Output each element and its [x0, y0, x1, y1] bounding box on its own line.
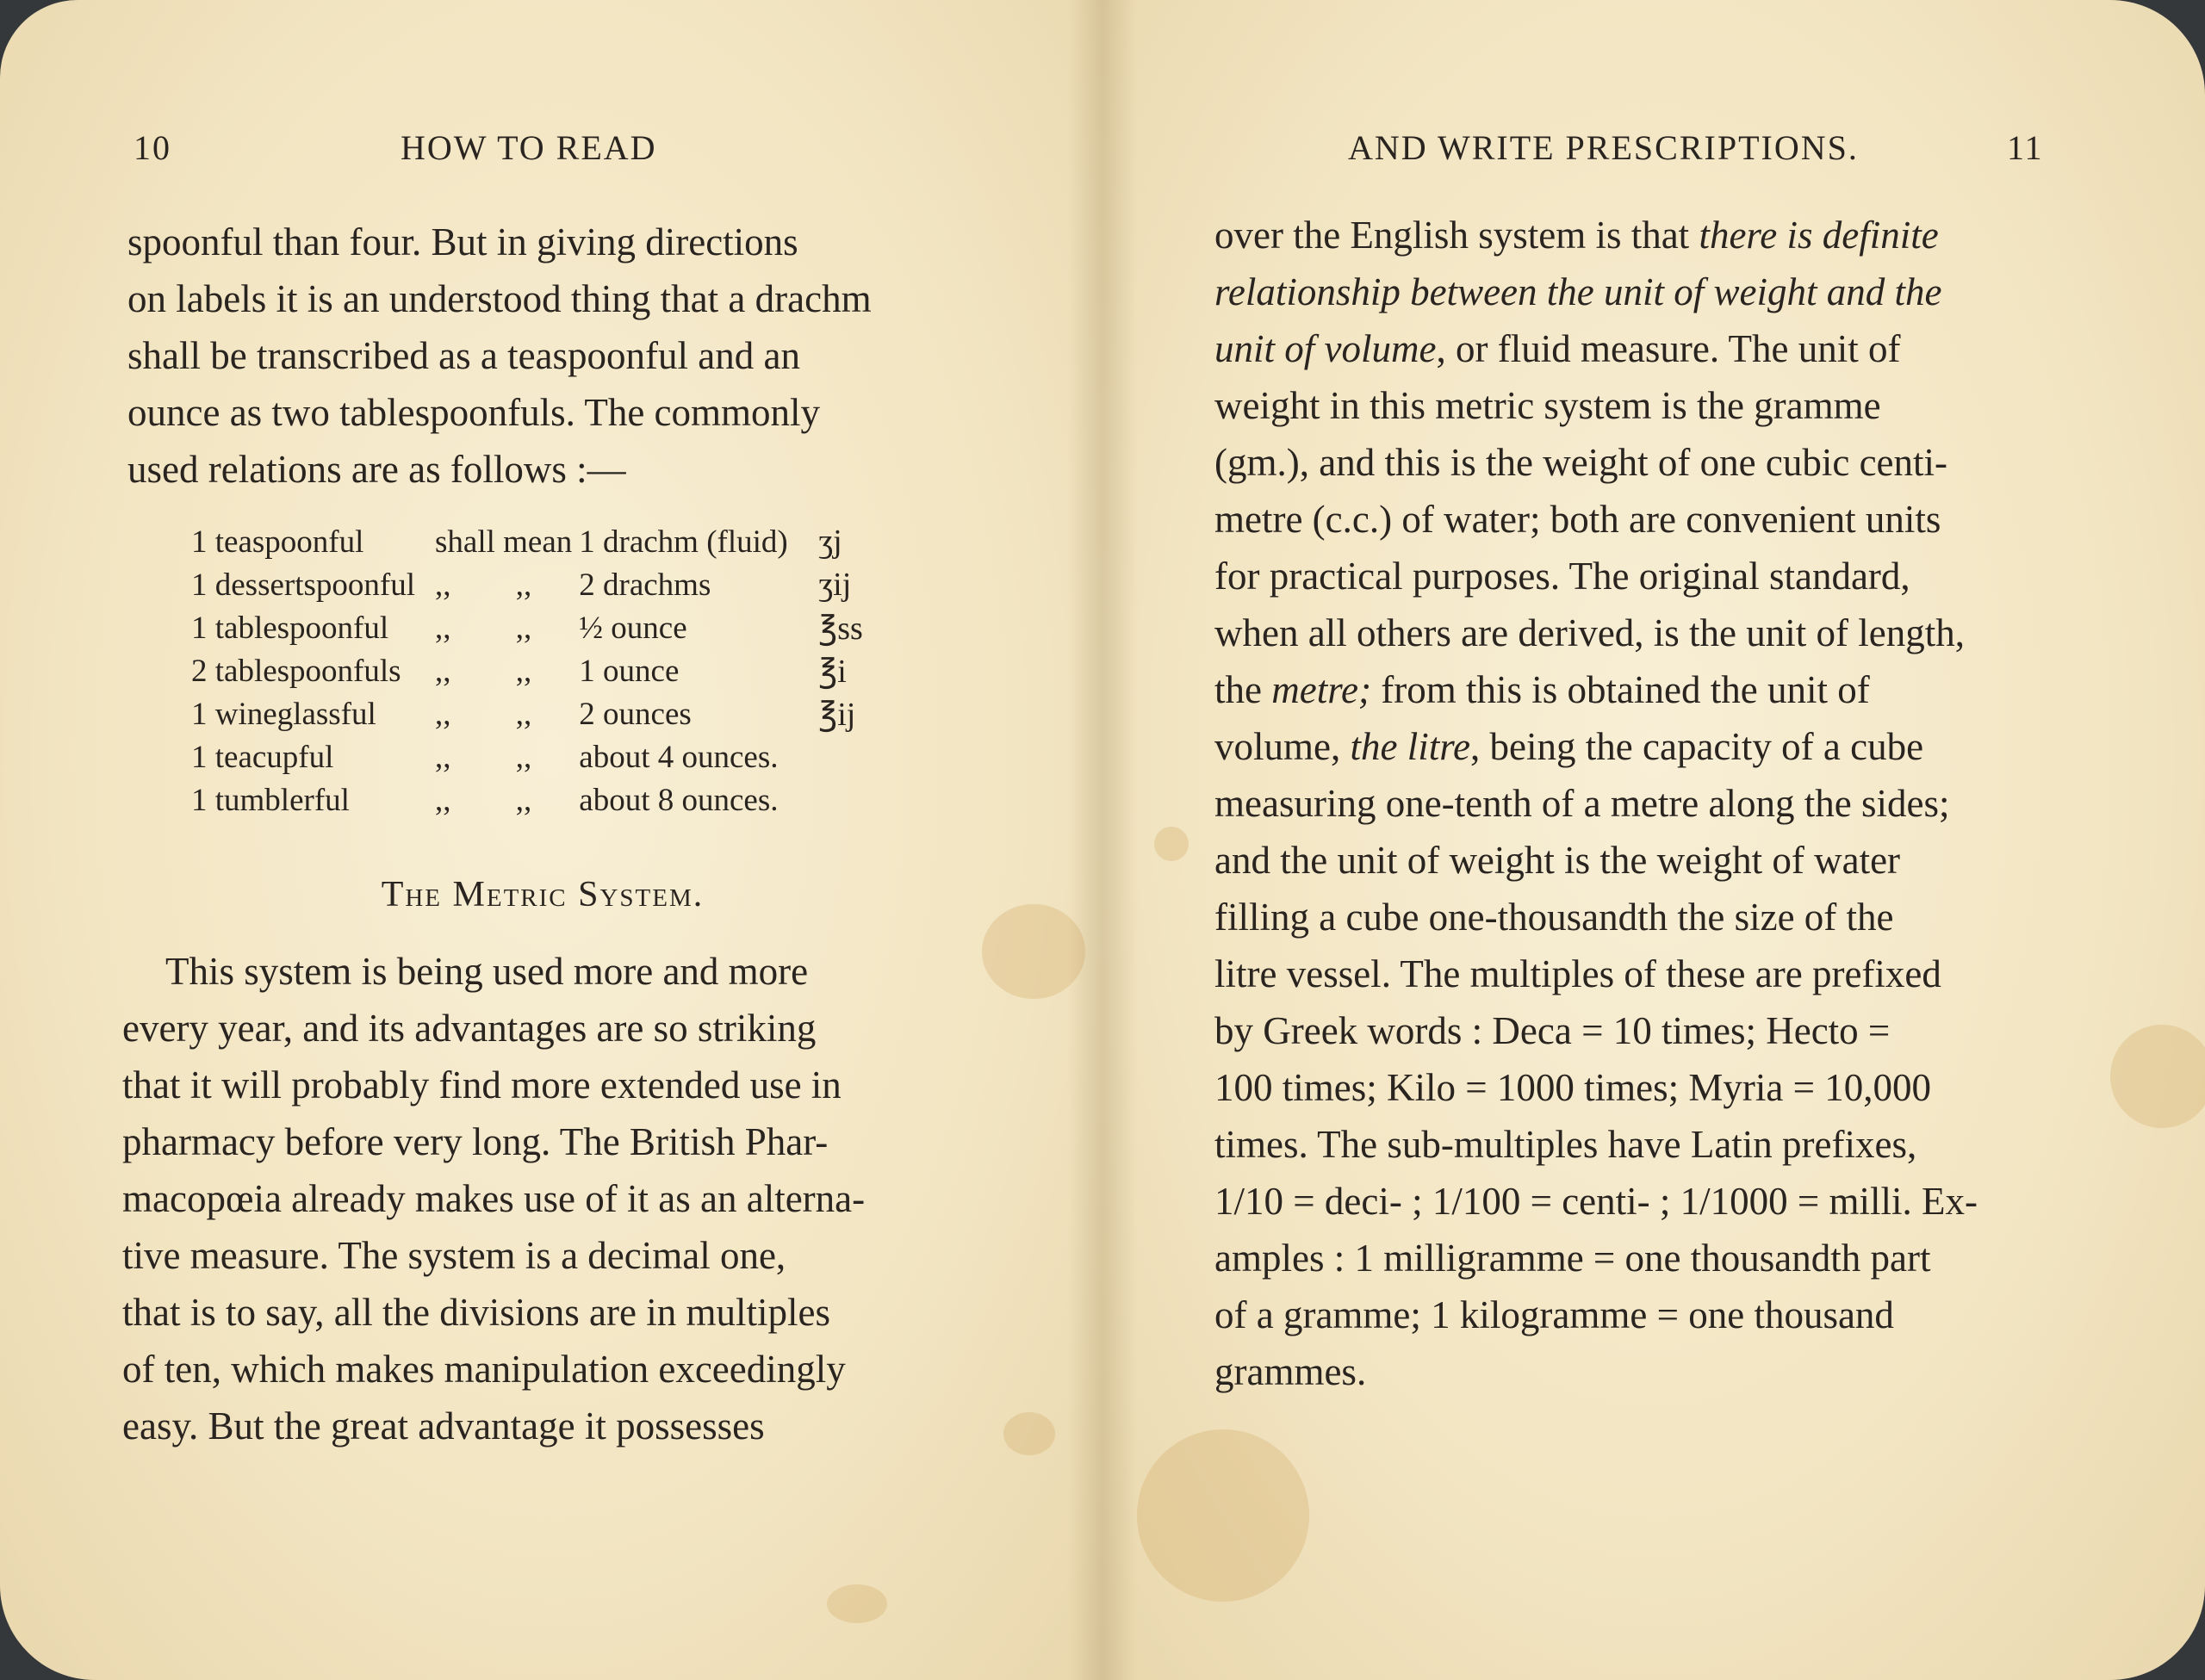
ditto-cell: ,,	[435, 567, 451, 603]
section-title: The Metric System.	[381, 875, 705, 914]
ditto-cell: ,,	[515, 696, 532, 732]
ditto-cell: shall mean	[435, 524, 573, 560]
text-line: pharmacy before very long. The British Phar-	[122, 1120, 829, 1163]
ditto-cell: ,,	[515, 653, 532, 689]
table-row	[191, 649, 870, 692]
text-line: of ten, which makes manipulation exceedingly	[122, 1348, 846, 1391]
emphasis-run: unit of volume	[1214, 327, 1437, 370]
text-line: metre (c.c.) of water; both are convenient units	[1214, 498, 1941, 541]
ditto-cell: ,,	[435, 739, 451, 775]
text-line	[1214, 661, 2076, 718]
text-line: measuring one-tenth of a metre along the sides;	[1214, 782, 1950, 825]
text-line: easy. But the great advantage it possesses	[122, 1404, 765, 1448]
value-cell: ½ ounce	[579, 610, 687, 646]
measure-cell: 1 tumblerful	[191, 782, 350, 818]
text-line	[1214, 718, 2076, 775]
value-cell: 1 ounce	[579, 653, 680, 689]
right-page	[1102, 0, 2205, 1680]
measure-cell: 1 wineglassful	[191, 696, 376, 732]
metric-paragraph	[122, 943, 966, 1454]
apothecary-symbol: ℥ss	[818, 610, 863, 647]
apothecary-symbol: ʒij	[818, 567, 852, 603]
table-row	[191, 606, 870, 649]
text-run: the	[1214, 668, 1272, 711]
table-row	[191, 563, 870, 606]
page-number: 11	[2007, 128, 2044, 167]
value-cell: 1 drachm (fluid)	[579, 524, 788, 560]
ditto-cell: ,,	[515, 739, 532, 775]
table-row	[191, 778, 870, 821]
emphasis-run: there is definite	[1699, 214, 1939, 257]
table-row	[191, 520, 870, 563]
text-line: ounce as two tablespoonfuls. The commonly	[127, 391, 821, 434]
paper-stain	[2110, 1025, 2205, 1128]
text-line: of a gramme; 1 kilogramme = one thousand	[1214, 1293, 1894, 1336]
running-head: HOW TO READ	[401, 128, 657, 167]
text-line: This system is being used more and more	[165, 950, 809, 993]
book-gutter	[1068, 0, 1137, 1680]
value-cell: 2 ounces	[579, 696, 692, 732]
text-line: amples : 1 milligramme = one thousandth part	[1214, 1237, 1931, 1280]
measure-cell: 1 tablespoonful	[191, 610, 389, 646]
paper-stain	[1003, 1412, 1055, 1455]
text-line: and the unit of weight is the weight of water	[1214, 839, 1901, 882]
ditto-cell: ,,	[515, 567, 532, 603]
value-cell: about 8 ounces.	[579, 782, 779, 818]
value-cell: about 4 ounces.	[579, 739, 779, 775]
paper-stain	[827, 1584, 887, 1623]
text-line: litre vessel. The multiples of these are prefixed	[1214, 952, 1941, 995]
page-number: 10	[134, 128, 171, 167]
paper-stain	[1154, 827, 1189, 861]
apothecary-symbol: ʒj	[818, 524, 842, 560]
text-line: every year, and its advantages are so striking	[122, 1007, 817, 1050]
text-run: from this is obtained the unit of	[1371, 668, 1870, 711]
text-line: macopœia already makes use of it as an alterna-	[122, 1177, 866, 1220]
text-line: on labels it is an understood thing that a drachm	[127, 277, 872, 320]
running-head: AND WRITE PRESCRIPTIONS.	[1348, 128, 1859, 167]
left-page	[0, 0, 1102, 1680]
apothecary-symbol: ℥i	[818, 653, 847, 690]
text-line: times. The sub-multiples have Latin prefixes,	[1214, 1123, 1917, 1166]
measure-cell: 1 dessertspoonful	[191, 567, 415, 603]
ditto-cell: ,,	[435, 782, 451, 818]
text-run: , being the capacity of a cube	[1470, 725, 1924, 768]
text-run: over the English system is that	[1214, 214, 1699, 257]
text-line: that is to say, all the divisions are in multiples	[122, 1291, 830, 1334]
table-row	[191, 692, 870, 735]
ditto-cell: ,,	[435, 653, 451, 689]
text-line	[1214, 263, 2076, 320]
ditto-cell: ,,	[435, 610, 451, 646]
text-line: 1/10 = deci- ; 1/100 = centi- ; 1/1000 = milli. Ex-	[1214, 1180, 1978, 1223]
text-line: tive measure. The system is a decimal one,	[122, 1234, 786, 1277]
measure-cell: 1 teacupful	[191, 739, 334, 775]
ditto-cell: ,,	[435, 696, 451, 732]
emphasis-run: metre;	[1271, 668, 1372, 711]
text-run: , or fluid measure. The unit of	[1436, 327, 1901, 370]
value-cell: 2 drachms	[579, 567, 711, 603]
text-line: weight in this metric system is the gramme	[1214, 384, 1881, 427]
ditto-cell: ,,	[515, 782, 532, 818]
text-run: volume,	[1214, 725, 1351, 768]
text-line	[1214, 207, 2076, 263]
text-line: shall be transcribed as a teaspoonful and an	[127, 334, 800, 377]
text-line: (gm.), and this is the weight of one cubic centi-	[1214, 441, 1948, 484]
text-line: when all others are derived, is the unit of length,	[1214, 611, 1965, 654]
apothecary-symbol: ℥ij	[818, 696, 856, 733]
text-line: grammes.	[1214, 1350, 1367, 1393]
text-line: that it will probably find more extended use in	[122, 1063, 842, 1107]
table-row	[191, 735, 870, 778]
metric-paragraph-continued	[1214, 207, 2076, 1400]
measures-table	[191, 520, 870, 821]
text-line: spoonful than four. But in giving directions	[127, 220, 798, 263]
text-line: by Greek words : Deca = 10 times; Hecto =	[1214, 1009, 1891, 1052]
text-line: for practical purposes. The original standard,	[1214, 555, 1910, 598]
ditto-cell: ,,	[515, 610, 532, 646]
text-line: used relations are as follows :—	[127, 448, 626, 491]
intro-paragraph	[127, 214, 963, 498]
measure-cell: 1 teaspoonful	[191, 524, 364, 560]
emphasis-run: relationship between the unit of weight and the	[1214, 270, 1942, 313]
emphasis-run: the litre	[1350, 725, 1471, 768]
text-line: filling a cube one-thousandth the size of the	[1214, 896, 1894, 939]
text-line	[1214, 320, 2076, 377]
text-line: 100 times; Kilo = 1000 times; Myria = 10,000	[1214, 1066, 1931, 1109]
measure-cell: 2 tablespoonfuls	[191, 653, 401, 689]
paper-stain	[1137, 1429, 1309, 1602]
